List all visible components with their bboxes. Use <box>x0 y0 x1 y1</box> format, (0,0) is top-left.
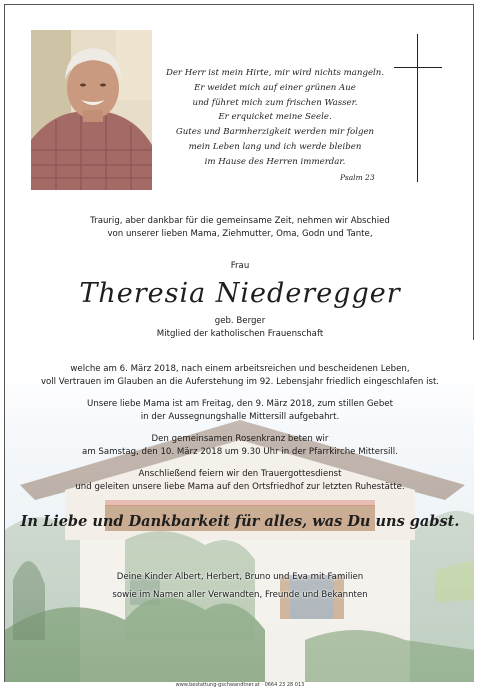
motto: In Liebe und Dankbarkeit für alles, was Du uns gabst. <box>20 513 460 530</box>
family-line: Deine Kinder Albert, Herbert, Bruno und Eva mit Familien <box>116 572 364 582</box>
family-signature <box>0 568 480 604</box>
intro-line: Traurig, aber dankbar für die gemeinsame Zeit, nehmen wir Abschied <box>90 216 390 226</box>
psalm-line: mein Leben lang und ich werde bleiben <box>188 141 362 152</box>
prayer-line: in der Aussegnungshalle Mittersill aufgebahrt. <box>140 411 340 422</box>
deceased-name: Theresia Niederegger <box>79 278 401 309</box>
psalm-reference: Psalm 23 <box>340 173 375 182</box>
prayer-notice <box>0 398 480 423</box>
footer-contact: www.bestattung-gschwandtner.at · 0664 23 28 013 <box>175 682 305 688</box>
prayer-line: Unsere liebe Mama ist am Freitag, den 9. März 2018, zum stillen Gebet <box>87 399 393 409</box>
psalm-line: im Hause des Herren immerdar. <box>204 156 346 167</box>
psalm-text <box>160 66 390 170</box>
death-notice-line: welche am 6. März 2018, nach einem arbeitsreichen und bescheidenen Leben, <box>70 364 410 374</box>
family-line: sowie im Namen aller Verwandten, Freunde und Bekannten <box>112 590 368 600</box>
title-prefix-text: Frau <box>230 261 250 271</box>
rosary-line: am Samstag, den 10. März 2018 um 9.30 Uhr in der Pfarrkirche Mittersill. <box>82 446 398 457</box>
intro-text <box>0 215 480 240</box>
membership: Mitglied der katholischen Frauenschaft <box>156 328 324 339</box>
cross-icon-bar <box>394 67 442 68</box>
psalm-line: Er weidet mich auf einer grünen Aue <box>194 82 356 93</box>
psalm-line: Der Herr ist mein Hirte, mir wird nichts mangeln. <box>165 68 385 78</box>
psalm-line: Gutes und Barmherzigkeit werden mir folgen <box>175 127 375 138</box>
intro-line: von unserer lieben Mama, Ziehmutter, Oma, Godn und Tante, <box>107 228 373 239</box>
death-notice <box>0 363 480 388</box>
title-prefix <box>0 260 480 273</box>
deceased-details <box>0 315 480 340</box>
cross-icon <box>417 34 418 182</box>
death-notice-line: voll Vertrauen im Glauben an die Auferstehung im 92. Lebensjahr friedlich eingeschlafen ist. <box>40 376 440 387</box>
psalm-line: und führet mich zum frischen Wasser. <box>192 97 358 108</box>
funeral-line: Anschließend feiern wir den Trauergottesdienst <box>138 469 342 479</box>
rosary-notice <box>0 433 480 458</box>
background-house-illustration <box>5 340 474 682</box>
psalm-line: Er erquicket meine Seele. <box>218 112 332 123</box>
funeral-line: und geleiten unsere liebe Mama auf den Ortsfriedhof zur letzten Ruhestätte. <box>75 481 405 492</box>
rosary-line: Den gemeinsamen Rosenkranz beten wir <box>151 434 329 444</box>
funeral-notice <box>0 468 480 493</box>
maiden-name: geb. Berger <box>214 316 266 326</box>
deceased-portrait <box>31 30 152 190</box>
